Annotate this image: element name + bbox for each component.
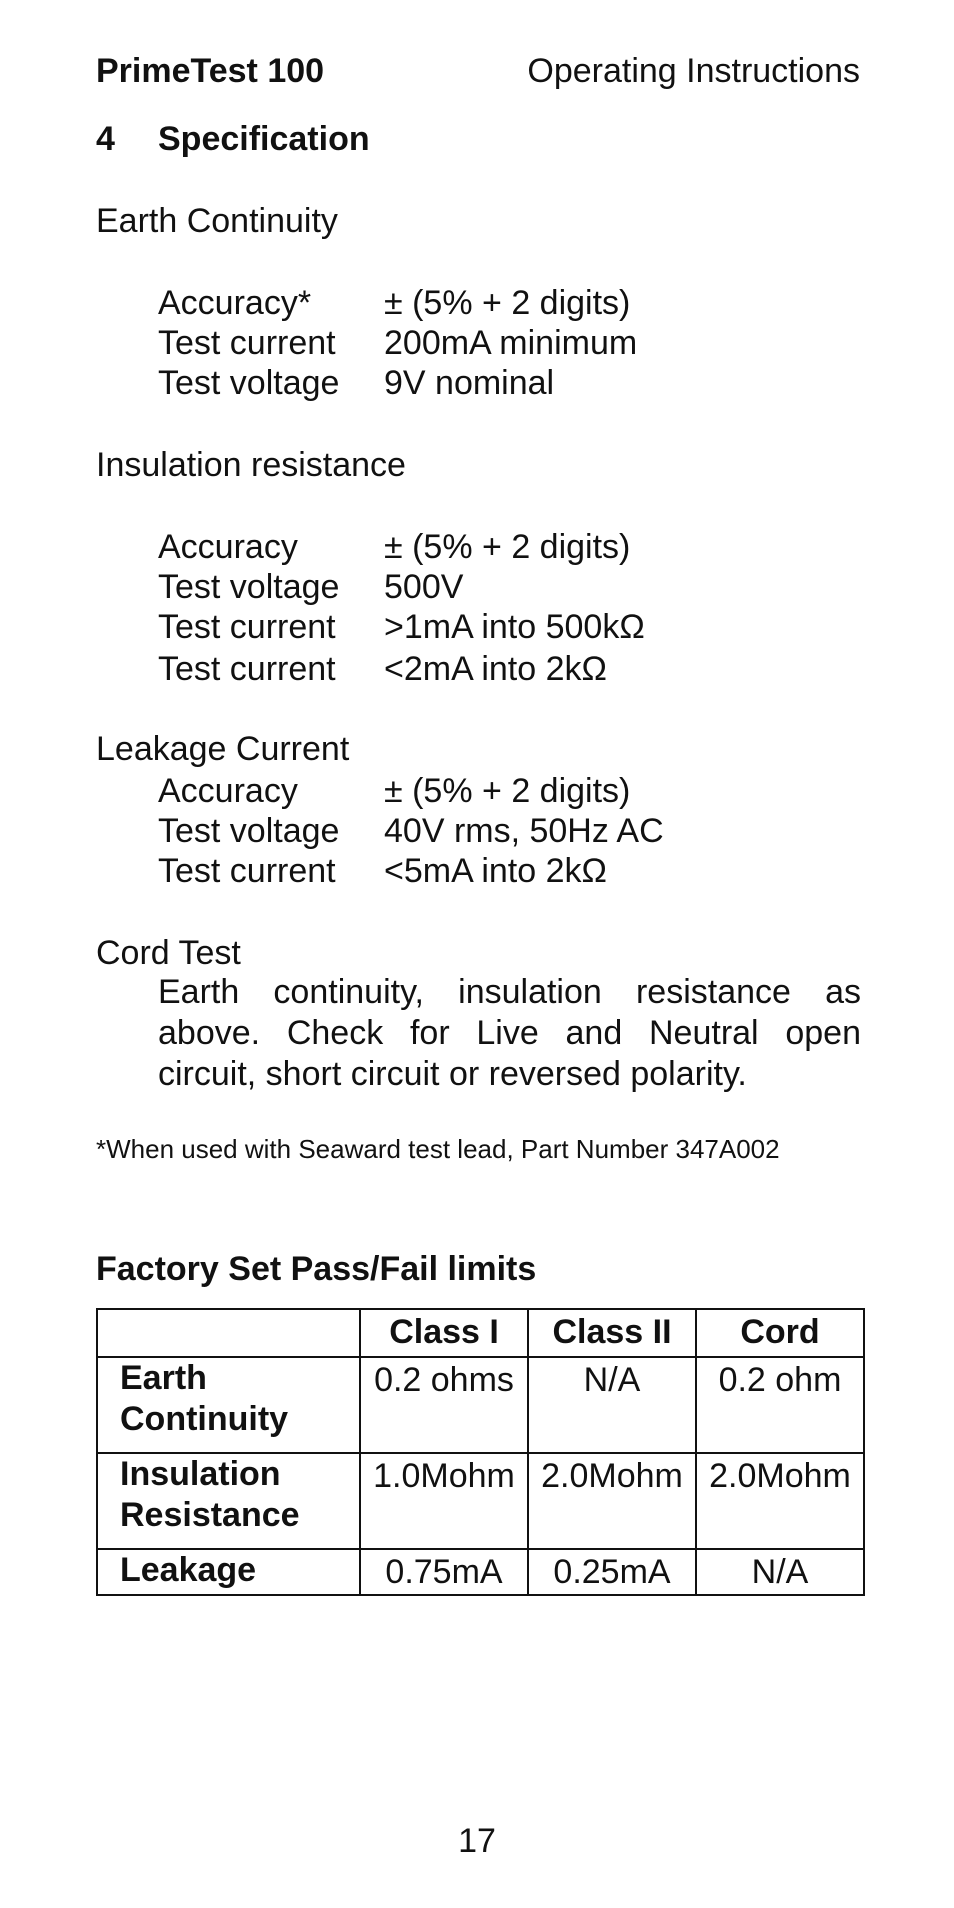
row-header — [97, 1453, 360, 1549]
spec-value: ± (5% + 2 digits) — [384, 772, 631, 810]
section-number: 4 — [96, 120, 115, 158]
row-header-text: Insulation Resistance — [120, 1455, 300, 1534]
spec-label: Test current — [158, 324, 336, 362]
spec-label: Test voltage — [158, 364, 340, 402]
table-cell: 1.0Mohm — [360, 1453, 528, 1549]
table-cell: 2.0Mohm — [696, 1453, 864, 1549]
spec-label: Test voltage — [158, 568, 340, 606]
table-header-row — [97, 1309, 864, 1357]
group-title-insulation-resistance: Insulation resistance — [96, 446, 406, 484]
spec-value: 9V nominal — [384, 364, 555, 402]
spec-label: Accuracy — [158, 772, 298, 810]
table-cell: 0.25mA — [528, 1549, 696, 1595]
section-heading — [96, 120, 370, 159]
spec-row — [158, 608, 645, 647]
limits-table-title: Factory Set Pass/Fail limits — [96, 1250, 537, 1288]
spec-row — [158, 772, 630, 811]
spec-label: Test current — [158, 608, 336, 646]
table-row — [97, 1453, 864, 1549]
spec-label: Test current — [158, 852, 336, 890]
spec-row — [158, 324, 637, 363]
spec-label: Accuracy* — [158, 284, 312, 322]
spec-row — [158, 284, 630, 323]
spec-value: >1mA into 500kΩ — [384, 608, 645, 646]
group-title-cord-test: Cord Test — [96, 934, 241, 972]
table-row — [97, 1357, 864, 1453]
spec-row — [158, 364, 554, 403]
limits-table — [96, 1308, 865, 1596]
spec-value: 200mA minimum — [384, 324, 638, 362]
row-header — [97, 1357, 360, 1453]
spec-row — [158, 528, 630, 567]
table-cell: 2.0Mohm — [528, 1453, 696, 1549]
column-header: Class II — [528, 1309, 696, 1357]
spec-value: 500V — [384, 568, 464, 606]
column-header — [97, 1309, 360, 1357]
document-title: Operating Instructions — [527, 52, 860, 90]
spec-row — [158, 812, 664, 851]
product-name: PrimeTest 100 — [96, 52, 325, 90]
cord-test-description: Earth continuity, insulation resistance as above. Check for Live and Neutral open circuit, short circuit or reversed polarity. — [158, 973, 861, 1093]
spec-row — [158, 568, 463, 607]
spec-row — [158, 852, 607, 891]
page-number: 17 — [458, 1822, 496, 1860]
table-cell: 0.2 ohms — [360, 1357, 528, 1453]
row-header: Leakage — [97, 1549, 360, 1595]
section-title: Specification — [158, 120, 370, 158]
group-title-leakage-current: Leakage Current — [96, 730, 350, 768]
spec-value: ± (5% + 2 digits) — [384, 284, 631, 322]
spec-value: <2mA into 2kΩ — [384, 650, 607, 688]
table-cell: 0.2 ohm — [696, 1357, 864, 1453]
row-header-text: Earth Continuity — [120, 1359, 289, 1438]
spec-label: Test voltage — [158, 812, 340, 850]
group-title-earth-continuity: Earth Continuity — [96, 202, 338, 240]
table-cell: N/A — [528, 1357, 696, 1453]
spec-value: 40V rms, 50Hz AC — [384, 812, 664, 850]
spec-label: Accuracy — [158, 528, 298, 566]
table-row — [97, 1549, 864, 1595]
spec-value: ± (5% + 2 digits) — [384, 528, 631, 566]
column-header: Class I — [360, 1309, 528, 1357]
table-cell: N/A — [696, 1549, 864, 1595]
spec-label: Test current — [158, 650, 336, 688]
table-cell: 0.75mA — [360, 1549, 528, 1595]
spec-row — [158, 650, 607, 689]
spec-value: <5mA into 2kΩ — [384, 852, 607, 890]
footnote: *When used with Seaward test lead, Part Number 347A002 — [96, 1134, 780, 1164]
column-header: Cord — [696, 1309, 864, 1357]
